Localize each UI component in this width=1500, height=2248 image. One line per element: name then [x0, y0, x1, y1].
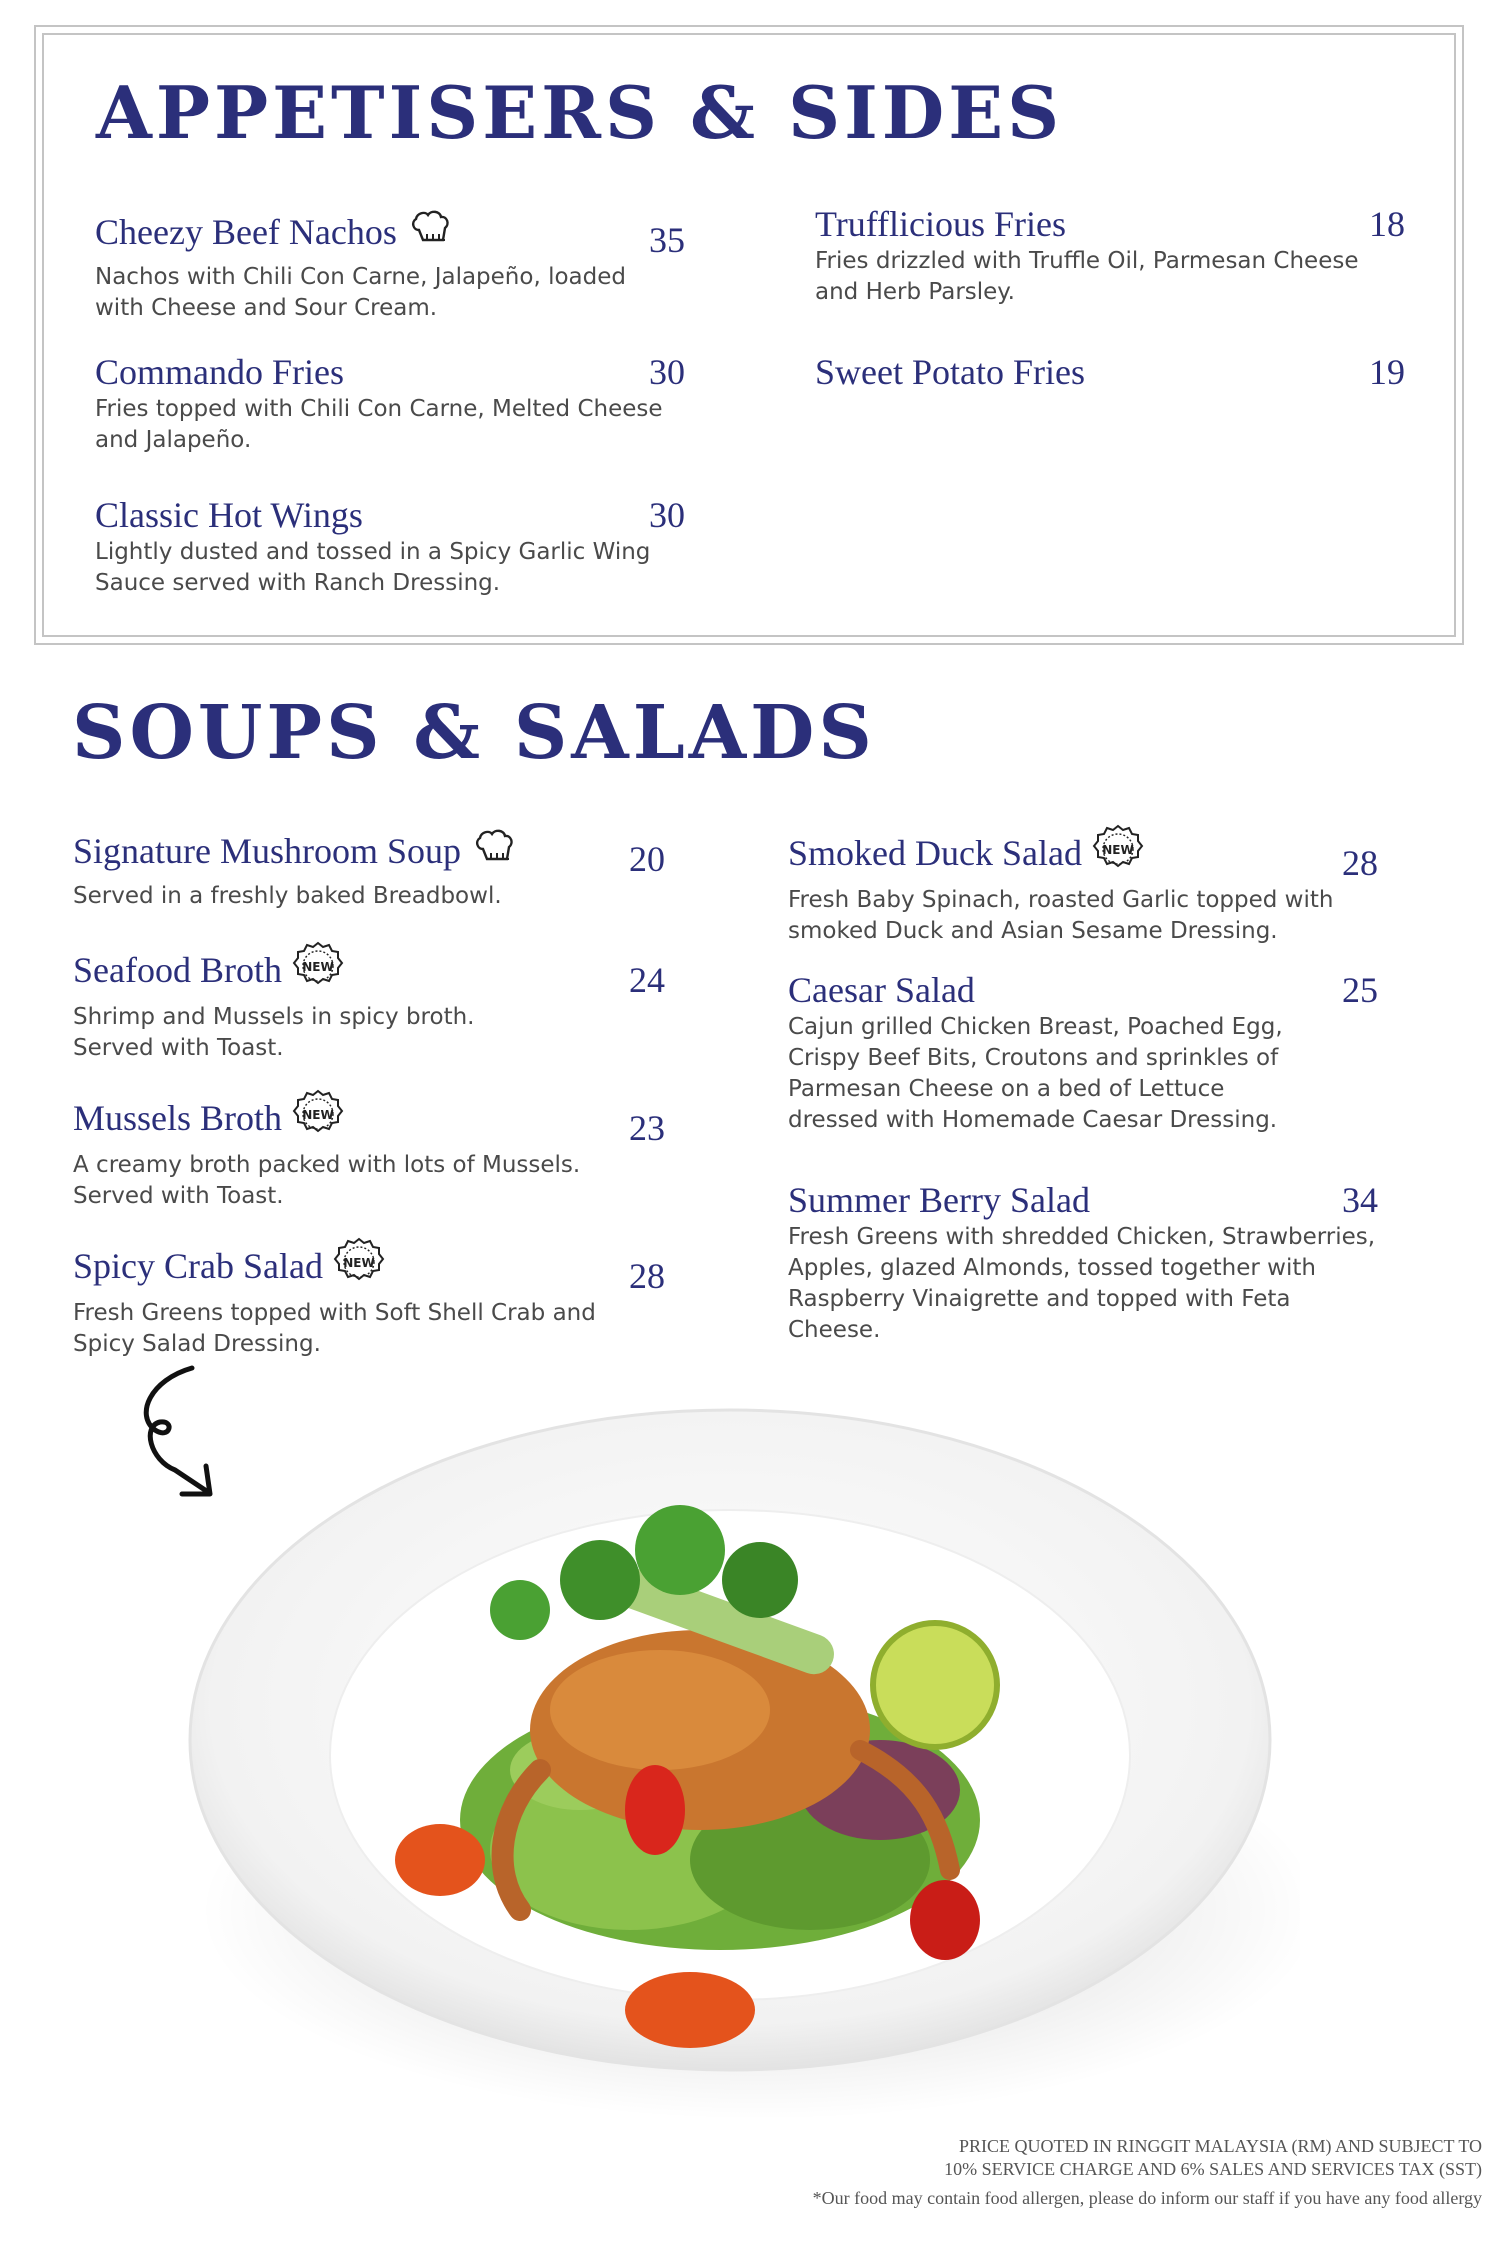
- item-name: Commando Fries: [95, 352, 344, 392]
- item-name: Summer Berry Salad: [788, 1180, 1090, 1220]
- item-name: Signature Mushroom Soup: [73, 831, 462, 871]
- footer-line: PRICE QUOTED IN RINGGIT MALAYSIA (RM) AND SUBJECT TO: [958, 2136, 1482, 2156]
- item-description: Cajun grilled Chicken Breast, Poached Egg, Crispy Beef Bits, Croutons and sprinkles of Parmesan Cheese on a bed of Lettuce dressed with Homemade Caesar Dressing.: [788, 1014, 1283, 1133]
- item-price: 28: [1342, 843, 1378, 883]
- item-price: 23: [629, 1108, 665, 1148]
- item-price: 28: [629, 1256, 665, 1296]
- new-badge-icon: [292, 940, 344, 1000]
- menu-item: [73, 823, 665, 912]
- new-badge-icon: [1092, 823, 1144, 883]
- new-badge-label: NEW: [1102, 843, 1134, 857]
- menu-item: [788, 970, 1378, 1136]
- menu-item: [788, 823, 1378, 947]
- new-badge-icon: [333, 1236, 385, 1296]
- item-name: Mussels Broth: [73, 1098, 283, 1138]
- item-name: Caesar Salad: [788, 970, 975, 1010]
- footer-line: 10% SERVICE CHARGE AND 6% SALES AND SERVICES TAX (SST): [944, 2159, 1482, 2179]
- item-description: A creamy broth packed with lots of Mussels. Served with Toast.: [73, 1152, 581, 1209]
- item-description: Fresh Baby Spinach, roasted Garlic topped with smoked Duck and Asian Sesame Dressing.: [788, 887, 1334, 944]
- item-price: 30: [649, 495, 685, 535]
- item-description: Fries drizzled with Truffle Oil, Parmesan Cheese and Herb Parsley.: [815, 248, 1359, 305]
- item-price: 30: [649, 352, 685, 392]
- new-badge-icon: [292, 1088, 344, 1148]
- dish-photo: [160, 1350, 1300, 2130]
- item-description: Fries topped with Chili Con Carne, Melted Cheese and Jalapeño.: [95, 396, 663, 453]
- item-price: 18: [1369, 204, 1405, 244]
- item-name: Trufflicious Fries: [815, 204, 1067, 244]
- footer-notes: [813, 2135, 1482, 2210]
- item-name: Classic Hot Wings: [95, 495, 363, 535]
- menu-item: [73, 1088, 665, 1212]
- item-price: 20: [629, 839, 665, 879]
- item-description: Fresh Greens topped with Soft Shell Crab and Spicy Salad Dressing.: [73, 1300, 596, 1357]
- menu-item: [788, 1180, 1378, 1346]
- menu-item: [815, 204, 1405, 308]
- chef-hat-icon: [407, 204, 455, 260]
- item-name: Seafood Broth: [73, 950, 282, 990]
- item-description: Fresh Greens with shredded Chicken, Strawberries, Apples, glazed Almonds, tossed together with Raspberry Vinaigrette and topped with Feta Cheese.: [788, 1224, 1376, 1343]
- item-price: 35: [649, 220, 685, 260]
- new-badge-label: NEW: [302, 1108, 334, 1122]
- item-description: Served in a freshly baked Breadbowl.: [73, 883, 502, 909]
- item-name: Cheezy Beef Nachos: [95, 212, 397, 252]
- appetisers-title: APPETISERS & SIDES: [96, 70, 1064, 155]
- menu-item: [73, 1236, 665, 1360]
- item-name: Smoked Duck Salad: [788, 833, 1082, 873]
- menu-item: [95, 495, 685, 599]
- item-price: 34: [1342, 1180, 1378, 1220]
- item-name: Sweet Potato Fries: [815, 352, 1085, 392]
- item-price: 25: [1342, 970, 1378, 1010]
- item-description: Lightly dusted and tossed in a Spicy Garlic Wing Sauce served with Ranch Dressing.: [95, 539, 651, 596]
- item-description: Shrimp and Mussels in spicy broth. Served with Toast.: [73, 1004, 475, 1061]
- chef-hat-icon: [471, 823, 519, 879]
- item-description: Nachos with Chili Con Carne, Jalapeño, loaded with Cheese and Sour Cream.: [95, 264, 626, 321]
- new-badge-label: NEW: [343, 1256, 375, 1270]
- item-price: 24: [629, 960, 665, 1000]
- menu-item: [95, 204, 685, 324]
- menu-item: [95, 352, 685, 456]
- soups-title: SOUPS & SALADS: [72, 690, 876, 776]
- item-name: Spicy Crab Salad: [73, 1246, 323, 1286]
- item-price: 19: [1369, 352, 1405, 392]
- footer-allergy-note: *Our food may contain food allergen, please do inform our staff if you have any food allergy: [812, 2188, 1482, 2208]
- new-badge-label: NEW: [302, 960, 334, 974]
- menu-item: [815, 352, 1405, 392]
- menu-item: [73, 940, 665, 1064]
